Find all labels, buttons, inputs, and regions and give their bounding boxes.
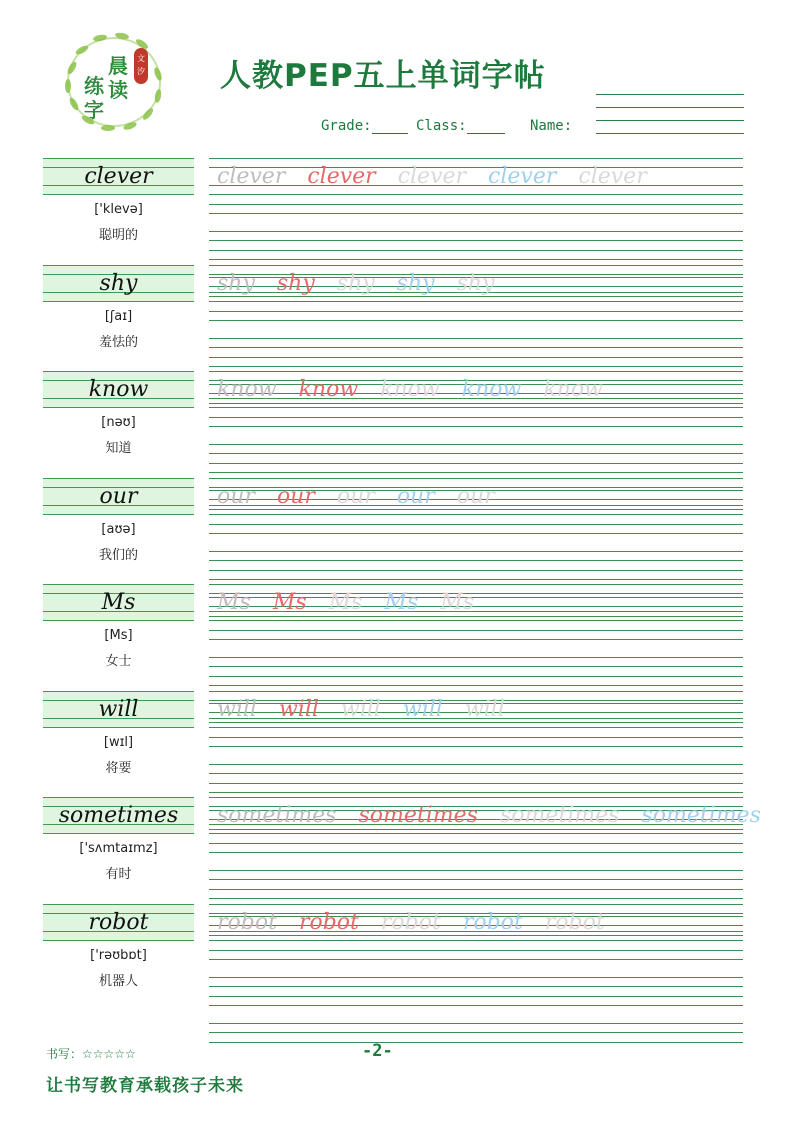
logo-char-2: 读 (108, 78, 128, 102)
word-entry (0, 265, 793, 365)
trace-word: our (217, 483, 255, 509)
trace-word: our (276, 483, 315, 509)
trace-word: shy (396, 270, 435, 296)
trace-word: clever (397, 164, 467, 189)
name-field[interactable] (530, 118, 572, 134)
trace-word: will (340, 696, 381, 722)
phonetic-transcription: [ʃaɪ] (104, 308, 133, 324)
trace-word: clever (488, 164, 557, 189)
logo-char-3: 练 (84, 74, 104, 98)
reference-word: will (98, 696, 139, 722)
trace-row (217, 371, 625, 407)
trace-row (217, 797, 783, 833)
trace-word: our (396, 483, 435, 509)
name-label: Name: (530, 118, 573, 134)
trace-word: our (456, 483, 495, 509)
footer-slogan: 让书写教育承载孩子未来 (46, 1076, 244, 1096)
trace-word: know (461, 377, 522, 402)
trace-word: sometimes (499, 803, 620, 828)
phonetic-transcription: [wɪl] (103, 734, 134, 750)
trace-row (217, 158, 669, 194)
reference-word: clever (84, 164, 153, 189)
practice-lines[interactable] (209, 904, 743, 1044)
trace-word: will (278, 696, 319, 722)
trace-row (217, 478, 517, 514)
phonetic-transcription: [aʊə] (101, 521, 136, 537)
trace-row (217, 691, 527, 727)
trace-word: know (298, 377, 359, 402)
class-label: Class: (416, 118, 467, 134)
word-entry (0, 158, 793, 258)
phonetic-transcription: ['klevə] (94, 202, 143, 217)
trace-word: will (464, 696, 505, 722)
phonetic-transcription: [Ms] (104, 628, 133, 643)
trace-word: shy (217, 270, 255, 296)
trace-word: will (217, 696, 257, 722)
trace-row (217, 584, 496, 620)
chinese-meaning: 聪明的 (98, 228, 138, 243)
phonetic-transcription: ['sʌmtaɪmz] (79, 841, 158, 856)
reference-word: our (99, 483, 138, 509)
logo-seal: 文汐 (137, 54, 145, 76)
trace-word: clever (307, 164, 376, 189)
word-entry (0, 904, 793, 1004)
trace-word: robot (380, 909, 441, 935)
page-title: 人教PEP五上单词字帖 (220, 58, 546, 94)
phonetic-transcription: [nəʊ] (101, 415, 136, 430)
class-blank[interactable] (467, 119, 505, 134)
trace-word: clever (578, 164, 647, 189)
trace-word: shy (456, 270, 495, 296)
logo-char-1: 晨 (108, 54, 128, 78)
trace-word: Ms (217, 590, 251, 615)
trace-word: will (402, 696, 443, 722)
trace-word: robot (462, 909, 523, 935)
phonetic-transcription: ['rəʊbɒt] (90, 947, 147, 963)
trace-word: Ms (272, 590, 307, 615)
word-entry (0, 371, 793, 471)
grade-label: Grade: (321, 118, 372, 134)
name-writing-lines (596, 92, 744, 136)
trace-row (217, 904, 627, 940)
logo (58, 28, 174, 136)
chinese-meaning: 机器人 (98, 973, 138, 989)
page-number: -2- (362, 1041, 393, 1061)
grade-field[interactable] (321, 118, 408, 134)
reference-word: shy (99, 270, 138, 296)
chinese-meaning: 有时 (105, 867, 132, 882)
trace-word: know (217, 377, 277, 402)
trace-word: robot (298, 909, 359, 935)
trace-word: Ms (384, 590, 419, 615)
trace-word: shy (336, 270, 375, 296)
word-entry (0, 797, 793, 897)
trace-word: our (336, 483, 375, 509)
reference-word: Ms (101, 590, 136, 615)
chinese-meaning: 将要 (105, 760, 132, 776)
trace-row (217, 265, 516, 301)
trace-word: shy (276, 270, 315, 296)
reference-word: sometimes (58, 803, 179, 828)
trace-word: clever (217, 164, 286, 189)
word-entry (0, 478, 793, 578)
trace-word: sometimes (641, 803, 761, 828)
grade-blank[interactable] (372, 119, 408, 134)
trace-word: robot (544, 909, 605, 935)
trace-word: Ms (440, 590, 475, 615)
trace-word: sometimes (358, 803, 478, 828)
chinese-meaning: 知道 (105, 441, 132, 456)
class-field[interactable] (416, 118, 505, 134)
word-entry (0, 691, 793, 791)
reference-word: know (88, 377, 149, 402)
trace-word: know (380, 377, 440, 402)
chinese-meaning: 女士 (105, 654, 132, 669)
trace-word: sometimes (217, 803, 337, 828)
chinese-meaning: 羞怯的 (98, 334, 138, 350)
logo-char-4: 字 (84, 98, 104, 122)
trace-word: know (543, 377, 603, 402)
trace-word: Ms (328, 590, 363, 615)
chinese-meaning: 我们的 (98, 547, 138, 563)
reference-word: robot (88, 909, 149, 935)
trace-word: robot (217, 909, 277, 935)
word-entry (0, 584, 793, 684)
handwriting-rating: 书写：☆☆☆☆☆ (46, 1047, 136, 1061)
